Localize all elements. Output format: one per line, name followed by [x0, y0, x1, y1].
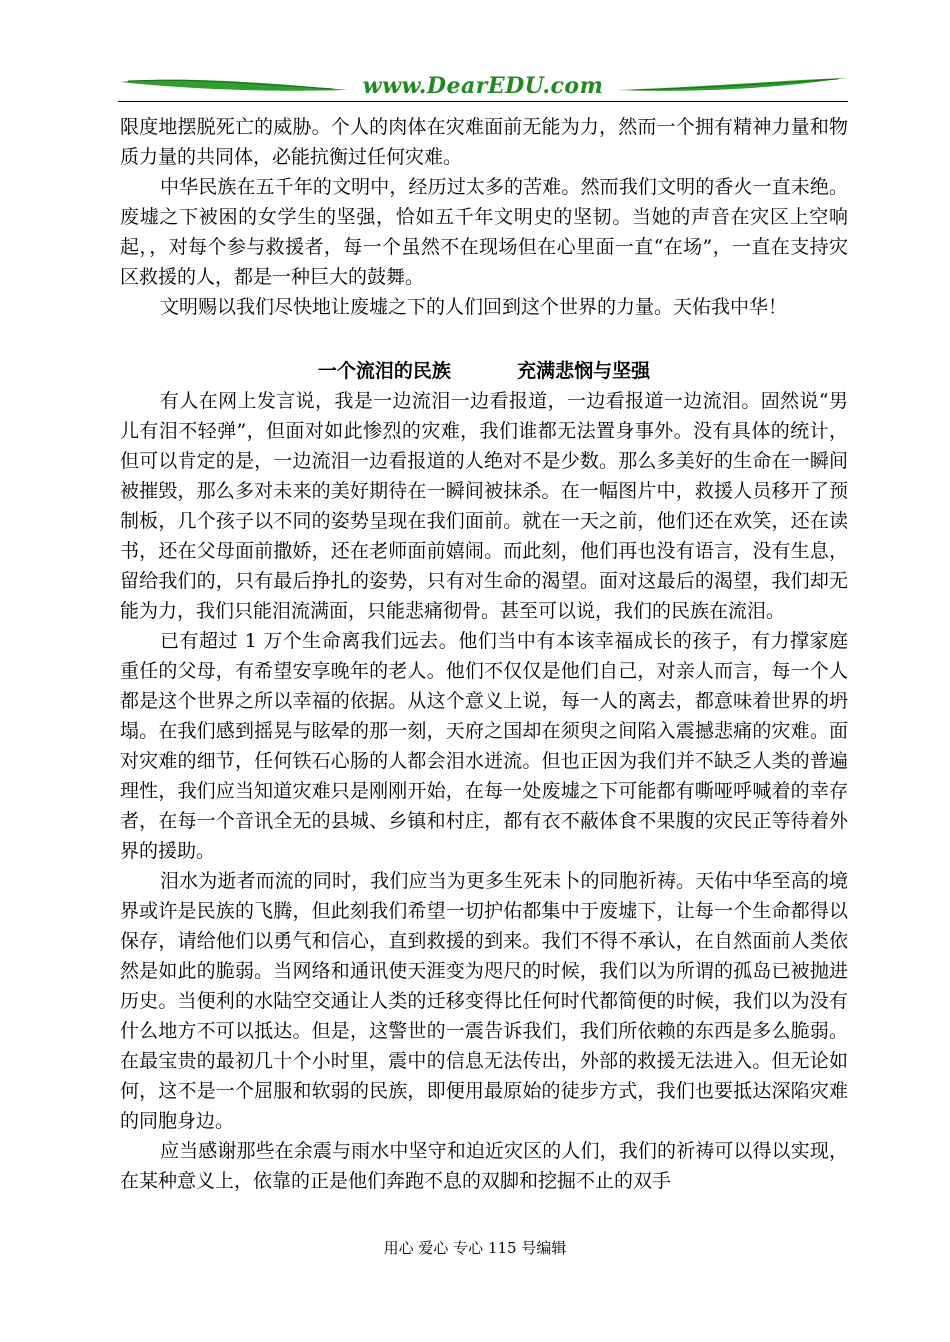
paragraph-continued: 限度地摆脱死亡的威胁。个人的肉体在灾难面前无能为力，然而一个拥有精神力量和物质力量的共同体，必能抗衡过任何灾难。	[120, 116, 848, 168]
paragraph: 有人在网上发言说，我是一边流泪一边看报道，一边看报道一边流泪。固然说“男儿有泪不轻弹”，但面对如此惨烈的灾难，我们谁都无法置身事外。没有具体的统计，但可以肯定的是，一边流泪一边看报道的人绝对不是少数。那么多美好的生命在一瞬间被摧毁，那么多对未来的美好期待在一瞬间被抹杀。在一幅图片中，救援人员移开了预制板，几个孩子以不同的姿势呈现在我们面前。就在一天之前，他们还在欢笑，还在读书，还在父母面前撒娇，还在老师面前嬉闹。而此刻，他们再也没有语言，没有生息，留给我们的，只有最后挣扎的姿势，只有对生命的渴望。面对这最后的渴望，我们却无能为力，我们只能泪流满面，只能悲痛彻骨。甚至可以说，我们的民族在流泪。	[120, 390, 848, 622]
paragraph: 泪水为逝者而流的同时，我们应当为更多生死未卜的同胞祈祷。天佑中华至高的境界或许是民族的飞腾，但此刻我们希望一切护佑都集中于废墟下，让每一个生命都得以保存，请给他们以勇气和信心，直到救援的到来。我们不得不承认，在自然面前人类依然是如此的脆弱。当网络和通讯使天涯变为咫尺的时候，我们以为所谓的孤岛已被抛进历史。当便利的水陆空交通让人类的迁移变得比任何时代都简便的时候，我们以为没有什么地方不可以抵达。但是，这警世的一震告诉我们，我们所依赖的东西是多么脆弱。在最宝贵的最初几十个小时里，震中的信息无法传出，外部的救援无法进入。但无论如何，这不是一个屈服和软弱的民族，即便用最原始的徒步方式，我们也要抵达深陷灾难的同胞身边。	[120, 870, 848, 1132]
paragraph: 文明赐以我们尽快地让废墟之下的人们回到这个世界的力量。天佑我中华！	[160, 296, 788, 318]
site-header	[118, 68, 848, 104]
document-body	[120, 112, 848, 1196]
paragraph: 中华民族在五千年的文明中，经历过太多的苦难。然而我们文明的香火一直未绝。废墟之下被困的女学生的坚强，恰如五千年文明史的坚韧。当她的声音在灾区上空响起，，对每个参与救援者，每一个虽然不在现场但在心里面一直“在场”，一直在支持灾区救援的人，都是一种巨大的鼓舞。	[120, 176, 848, 288]
paragraph: 已有超过 1 万个生命离我们远去。他们当中有本该幸福成长的孩子，有力撑家庭重任的父母，有希望安享晚年的老人。他们不仅仅是他们自己，对亲人而言，每一个人都是这个世界之所以幸福的依据。从这个意义上说，每一人的离去，都意味着世界的坍塌。在我们感到摇晃与眩晕的那一刻，天府之国却在须臾之间陷入震撼悲痛的灾难。面对灾难的细节，任何铁石心肠的人都会泪水迸流。但也正因为我们并不缺乏人类的普遍理性，我们应当知道灾难只是刚刚开始，在每一处废墟之下可能都有嘶哑呼喊着的幸存者，在每一个音讯全无的县城、乡镇和村庄，都有衣不蔽体食不果腹的灾民正等待着外界的援助。	[120, 630, 848, 862]
section-heading: 一个流泪的民族 充满悲悯与坚强	[317, 360, 651, 382]
page-footer: 用心 爱心 专心 115 号编辑	[383, 1239, 567, 1257]
site-logo-text: www.DearEDU.com	[362, 73, 604, 99]
paragraph: 应当感谢那些在余震与雨水中坚守和迫近灾区的人们，我们的祈祷可以得以实现，在某种意义上，依靠的正是他们奔跑不息的双脚和挖掘不止的双手	[120, 1140, 848, 1192]
header-divider	[118, 101, 848, 102]
